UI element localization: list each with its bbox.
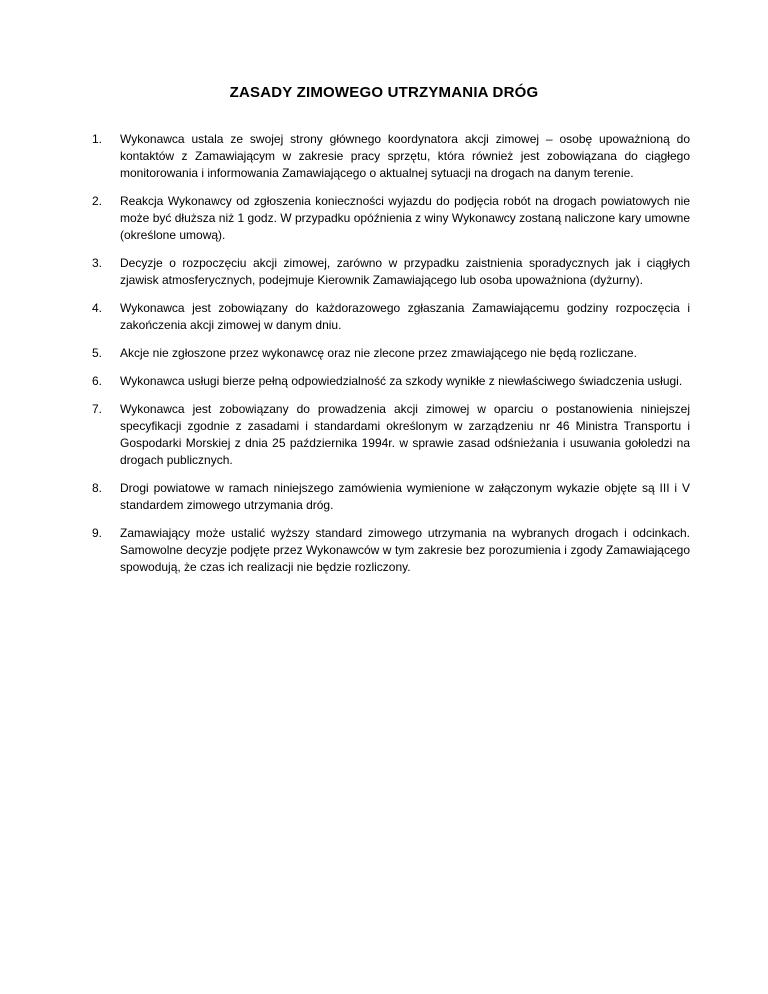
list-item [92, 300, 690, 334]
list-item-text: Drogi powiatowe w ramach niniejszego zamówienia wymienione w załączonym wykazie objęte są III i V standardem zimowego utrzymania dróg. [120, 481, 690, 512]
list-item-number: 5. [92, 346, 103, 360]
list-item [92, 193, 690, 244]
list-item [92, 255, 690, 289]
list-item [92, 525, 690, 576]
list-item [92, 345, 690, 362]
list-item [92, 131, 690, 182]
list-item-number: 2. [92, 194, 103, 208]
list-item-text: Wykonawca jest zobowiązany do każdorazowego zgłaszania Zamawiającemu godziny rozpoczęcia i zakończenia akcji zimowej w danym dniu. [120, 301, 690, 332]
list-item [92, 373, 690, 390]
list-item-number: 8. [92, 481, 103, 495]
list-item-text: Reakcja Wykonawcy od zgłoszenia konieczności wyjazdu do podjęcia robót na drogach powiatowych nie może być dłuższa niż 1 godz. W przypadku opóźnienia z winy Wykonawcy zostaną naliczone kary umowne (określone umową). [120, 194, 690, 242]
list-item-text: Akcje nie zgłoszone przez wykonawcę oraz nie zlecone przez zmawiającego nie będą rozliczane. [120, 346, 637, 360]
list-item-text: Wykonawca ustala ze swojej strony głównego koordynatora akcji zimowej – osobę upoważnioną do kontaktów z Zamawiającym w zakresie pracy sprzętu, która również jest zobowiązana do ciągłego monitorowania i informowania Zamawiającego o aktualnej sytuacji na drogach na danym terenie. [120, 132, 690, 180]
list-item [92, 401, 690, 469]
list-item-text: Wykonawca jest zobowiązany do prowadzenia akcji zimowej w oparciu o postanowienia niniejszej specyfikacji zgodnie z zasadami i standardami określonym w zarządzeniu nr 46 Ministra Transportu i Gospodarki Morskiej z dnia 25 października 1994r. w sprawie zasad odśnieżania i usuwania gołoledzi na drogach publicznych. [120, 402, 690, 467]
list-item-number: 6. [92, 374, 103, 388]
list-item-number: 7. [92, 402, 103, 416]
list-item-number: 3. [92, 256, 103, 270]
list-item-text: Zamawiający może ustalić wyższy standard zimowego utrzymania na wybranych drogach i odcinkach. Samowolne decyzje podjęte przez Wykonawców w tym zakresie bez porozumienia i zgody Zamawiającego spowodują, że czas ich realizacji nie będzie rozliczony. [120, 526, 690, 574]
list-item-text: Wykonawca usługi bierze pełną odpowiedzialność za szkody wynikłe z niewłaściwego świadczenia usługi. [120, 374, 683, 388]
list-item-number: 9. [92, 526, 103, 540]
list-item [92, 480, 690, 514]
numbered-list [0, 131, 768, 576]
list-item-text: Decyzje o rozpoczęciu akcji zimowej, zarówno w przypadku zaistnienia sporadycznych jak i ciągłych zjawisk atmosferycznych, podejmuje Kierownik Zamawiającego lub osoba upoważniona (dyżurny). [120, 256, 690, 287]
document-title: ZASADY ZIMOWEGO UTRZYMANIA DRÓG [229, 84, 539, 101]
list-item-number: 1. [92, 132, 103, 146]
list-item-number: 4. [92, 301, 103, 315]
